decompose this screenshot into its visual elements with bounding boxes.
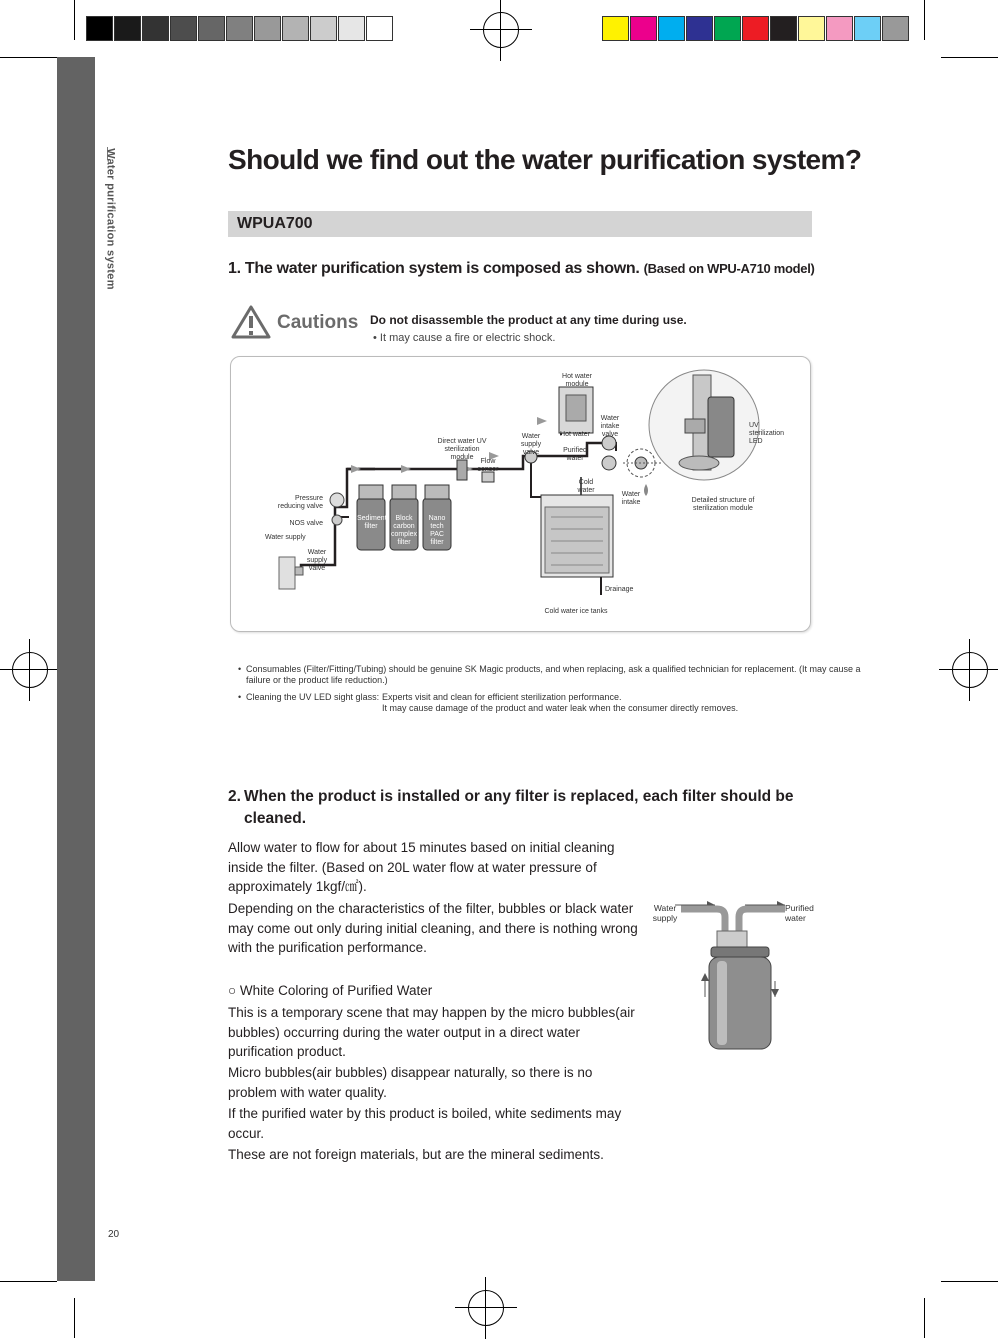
paragraph-temporary-scene: This is a temporary scene that may happen by the micro bubbles(air bubbles) occurring during the water output in a direct water purification product.: [228, 1005, 635, 1059]
label-hot-water: Hot water: [560, 431, 590, 438]
paragraph-bubbles: Depending on the characteristics of the filter, bubbles or black water may come out only during initial cleaning, and there is nothing wrong with the purification performance.: [228, 901, 638, 955]
note-consumables: • Consumables (Filter/Fitting/Tubing) should be genuine SK Magic products, and when replacing, ask a qualified technician for replacement. (It may cause a failure or the product life reduction.): [238, 664, 878, 686]
label-pressure-reducing-valve: Pressure reducing valve: [277, 495, 323, 510]
label-flow-sensor: Flow sensor: [477, 458, 499, 473]
caution-label: Cautions: [277, 312, 359, 333]
filter-label-purified-water: Purified water: [785, 903, 814, 923]
label-cold-water-ice-tanks: Cold water ice tanks: [544, 608, 608, 615]
label-nanotech-filter: Nano tech PAC filter: [428, 515, 446, 546]
section1-heading-text: 1. The water purification system is composed as shown.: [228, 260, 640, 277]
note-uv-line1: Experts visit and clean for efficient sterilization performance.: [382, 692, 622, 702]
label-water-supply-valve-bottom: Water supply valve: [306, 549, 328, 572]
registration-mark-bottom: [468, 1290, 504, 1326]
sidebar-title-text: Water purification system: [104, 148, 117, 290]
label-water-supply-valve-top: Water supply valve: [520, 433, 542, 456]
section2-number: 2.: [228, 788, 241, 805]
paragraph-micro-bubbles: Micro bubbles(air bubbles) disappear naturally, so there is no problem with water quality.: [228, 1065, 593, 1100]
label-cold-water: Cold water: [577, 479, 595, 494]
registration-mark-top: [483, 12, 519, 48]
caution-detail: • It may cause a fire or electric shock.: [373, 332, 556, 344]
note-uv-cleaning: [238, 692, 878, 714]
label-detail-caption: Detailed structure of sterilization module: [691, 497, 755, 512]
note-uv-line2: It may cause damage of the product and water leak when the consumer directly removes.: [382, 703, 739, 713]
subheading-white-coloring: ○ White Coloring of Purified Water: [228, 983, 433, 998]
label-water-intake-valve: Water intake valve: [600, 415, 620, 438]
sidebar-band: [57, 57, 95, 1281]
model-bar: [228, 211, 812, 237]
registration-mark-right: [952, 652, 988, 688]
label-nos-valve: NOS valve: [289, 520, 323, 527]
label-direct-uv-module: Direct water UV sterilization module: [437, 438, 487, 461]
label-hot-water-module: Hot water module: [562, 373, 592, 388]
caution-headline: Do not disassemble the product at any time during use.: [370, 313, 687, 327]
label-water-supply: Water supply: [265, 534, 306, 541]
label-sediment-filter: Sediment filter: [357, 515, 387, 530]
note-uv-label: Cleaning the UV LED sight glass:: [246, 692, 380, 702]
section2-heading-text: When the product is installed or any filter is replaced, each filter should be cleaned.: [244, 788, 794, 827]
page-number: 20: [108, 1229, 120, 1240]
section1-heading: [228, 260, 815, 278]
label-drainage: Drainage: [605, 586, 634, 593]
notes-list: [238, 664, 878, 716]
paragraph-flow: Allow water to flow for about 15 minutes based on initial cleaning inside the filter. (Based on 20L water flow at water pressure of approximately 1kgf/㎠).: [228, 840, 615, 894]
section2-heading: [228, 786, 828, 830]
label-uv-led: UV sterilization LED: [749, 422, 785, 445]
warning-triangle-icon: [230, 304, 272, 340]
page-title: Should we find out the water purification system?: [228, 144, 862, 175]
label-purified-water: Purified water: [563, 447, 587, 462]
label-block-carbon-filter: Block carbon complex filter: [390, 515, 418, 546]
filter-illustration: [645, 895, 825, 1055]
paragraph-minerals: These are not foreign materials, but are the mineral sediments.: [228, 1147, 604, 1162]
paragraph-boiled: If the purified water by this product is boiled, white sediments may occur.: [228, 1106, 622, 1141]
sidebar-title: [95, 148, 125, 308]
filter-label-water-supply: Water supply: [652, 903, 678, 923]
section1-heading-note: (Based on WPU-A710 model): [643, 261, 815, 276]
registration-mark-left: [12, 652, 48, 688]
model-name: WPUA700: [237, 215, 313, 232]
caution-detail-text: It may cause a fire or electric shock.: [379, 332, 556, 344]
system-diagram: [230, 356, 811, 632]
label-water-intake: Water intake: [621, 491, 641, 506]
